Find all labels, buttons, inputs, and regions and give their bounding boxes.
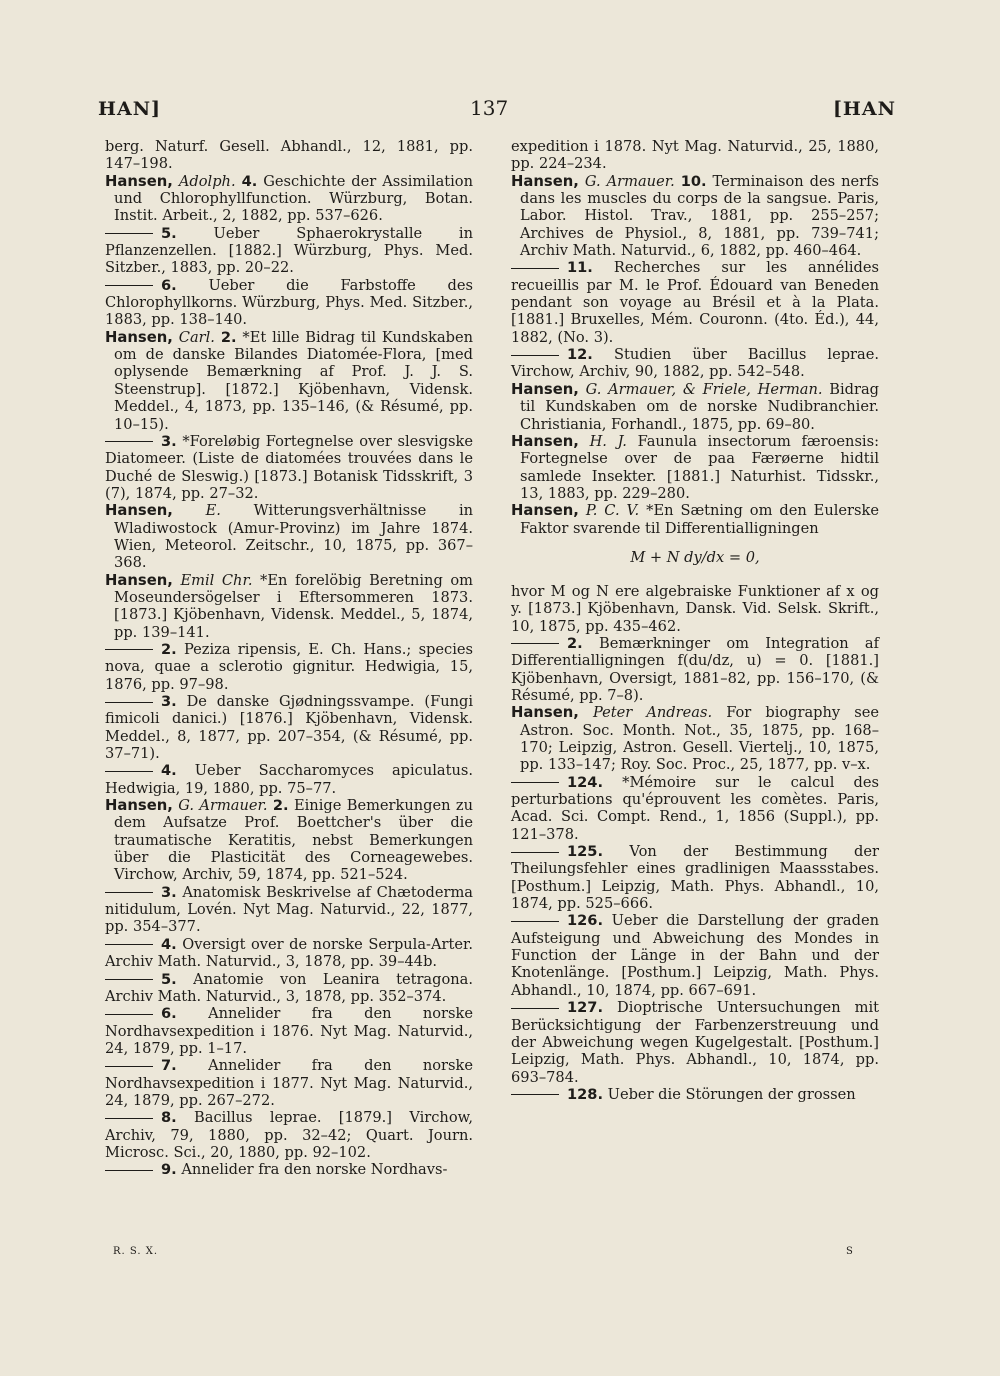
right-column-part-b <box>511 583 879 1103</box>
bib-entry <box>511 999 879 1086</box>
entry-text: Ueber die Störungen der grossen <box>607 1085 856 1103</box>
running-head-right: [HAN <box>832 98 896 120</box>
entry-number: 3. <box>161 883 177 901</box>
running-head-left: HAN] <box>98 98 162 120</box>
ditto-rule <box>511 921 559 922</box>
entry-text: Annelider fra den norske Nordhavsexpedition i 1876. Nyt Mag. Naturvid., 24, 1879, pp. 1–17. <box>105 1005 473 1057</box>
bib-entry <box>105 138 473 173</box>
ditto-rule <box>105 1170 153 1171</box>
bib-entry <box>105 641 473 693</box>
entry-text: Annelider fra den norske Nordhavsexpedition i 1877. Nyt Mag. Naturvid., 24, 1879, pp. 267–272. <box>105 1057 473 1109</box>
author-given: Emil Chr. <box>180 571 253 589</box>
entry-text: Geschichte der Assimilation und Chlorophyllfunction. Würzburg, Botan. Instit. Arbeit., 2, 1882, pp. 537–626. <box>114 172 473 225</box>
entry-number: 3. <box>161 693 177 710</box>
bib-entry <box>511 774 879 843</box>
entry-text: Anatomie von Leanira tetragona. Archiv Math. Naturvid., 3, 1878, pp. 352–374. <box>105 970 473 1005</box>
bib-entry <box>105 1161 473 1178</box>
author-given: Carl. <box>178 328 215 346</box>
formula: M + N dy/dx = 0, <box>630 548 760 566</box>
author-given: Peter Andreas. <box>593 704 713 722</box>
bib-entry <box>105 971 473 1006</box>
signature-mark: R. S. X. <box>113 1246 159 1257</box>
bib-entry <box>511 912 879 999</box>
bib-entry <box>511 583 879 635</box>
author-given: E. <box>205 502 221 520</box>
bib-entry <box>105 277 473 329</box>
ditto-rule <box>511 268 559 269</box>
bib-entry <box>511 635 879 704</box>
author-surname: Hansen, <box>105 172 173 190</box>
entry-text: Faunula insectorum færoensis: Fortegnelse over de paa Færøerne hidtil samlede Insekter. [1881.] Naturhist. Tidsskr., 13, 1883, pp. 229–280. <box>520 432 880 502</box>
entry-text: *Foreløbig Fortegnelse over slesvigske Diatomeer. (Liste de diatomées trouvées dans le Duché de Sleswig.) [1873.] Botanisk Tidsskrift, 3 (7), 1874, pp. 27–32. <box>105 432 473 502</box>
entry-number: 126. <box>567 912 604 930</box>
ditto-rule <box>105 1118 153 1119</box>
entry-text: Dioptrische Untersuchungen mit Berücksichtigung der Farbenzerstreuung und der Abweichung wegen Kugelgestalt. [Posthum.] Leipzig, Math. Phys. Abhandl., 10, 1874, pp. 693–784. <box>511 999 879 1086</box>
entry-text: Anatomisk Beskrivelse af Chætoderma nitidulum, Lovén. Nyt Mag. Naturvid., 22, 1877, pp. 354–377. <box>105 883 473 936</box>
bib-entry <box>105 225 473 277</box>
ditto-rule <box>105 233 153 234</box>
entry-text: *Mémoire sur le calcul des perturbations qu'éprouvent les comètes. Paris, Acad. Sci. Compt. Rend., 1, 1856 (Suppl.), pp. 121–378. <box>511 773 879 843</box>
bib-entry <box>105 693 473 762</box>
entry-number: 4. <box>241 172 258 190</box>
ditto-rule <box>511 1008 559 1009</box>
entry-text: Einige Bemerkungen zu dem Aufsatze Prof. Boettcher's über die traumatische Keratitis, nebst Bemerkungen über die Plasticität des Corneagewebes. Virchow, Archiv, 59, 1874, pp. 521–524. <box>114 797 474 884</box>
bib-entry <box>511 502 879 537</box>
bib-entry <box>511 704 879 773</box>
entry-number: 2. <box>220 328 237 346</box>
ditto-rule <box>105 1014 153 1015</box>
page-header <box>0 0 1000 130</box>
entry-text: expedition i 1878. Nyt Mag. Naturvid., 25, 1880, pp. 224–234. <box>511 138 879 173</box>
ditto-rule <box>105 944 153 945</box>
author-given: G. Armauer. <box>584 172 675 190</box>
entry-text: Bemærkninger om Integration af Differentialligningen f(du/dz, u) = 0. [1881.] Kjöbenhavn, Oversigt, 1881–82, pp. 156–170, (& Résumé, pp. 7–8). <box>511 634 880 704</box>
entry-text: Recherches sur les annélides recueillis par M. le Prof. Édouard van Beneden pendant son voyage au Brésil et à la Plata. [1881.] Bruxelles, Mém. Couronn. (4to. Éd.), 44, 1882, (No. 3). <box>511 259 879 346</box>
entry-text: Oversigt over de norske Serpula-Arter. Archiv Math. Naturvid., 3, 1878, pp. 39–44b. <box>105 935 474 971</box>
bib-entry <box>511 173 879 260</box>
ditto-rule <box>511 1094 559 1095</box>
entry-number: 12. <box>567 346 593 364</box>
ditto-rule <box>511 643 559 644</box>
entry-text: Annelider fra den norske Nordhavs- <box>181 1161 448 1179</box>
entry-number: 125. <box>567 843 604 861</box>
entry-text: Ueber Saccharomyces apiculatus. Hedwigia, 19, 1880, pp. 75–77. <box>105 762 474 797</box>
author-surname: Hansen, <box>511 704 579 722</box>
bib-entry <box>105 1109 473 1161</box>
ditto-rule <box>511 852 559 853</box>
entry-number: 10. <box>680 172 707 190</box>
entry-text: hvor M og N ere algebraiske Funktioner af x og y. [1873.] Kjöbenhavn, Dansk. Vid. Selsk. Skrift., 10, 1875, pp. 435–462. <box>511 582 879 635</box>
entry-number: 3. <box>161 432 177 450</box>
bib-entry <box>105 502 473 571</box>
entry-number: 2. <box>567 634 583 652</box>
right-column-part-a <box>511 138 879 537</box>
entry-text: *Et lille Bidrag til Kundskaben om de danske Bilandes Diatomée-Flora, [med oplysende Bemærkning af Prof. J. J. S. Steenstrup]. [1872.] Kjöbenhavn, Vidensk. Meddel., 4, 1873, pp. 135–146, (& Résumé, pp. 10–15). <box>114 328 474 433</box>
entry-number: 6. <box>161 1005 177 1023</box>
bib-entry <box>105 797 473 884</box>
bib-entry <box>511 259 879 346</box>
entry-text: Ueber die Farbstoffe des Chlorophyllkorns. Würzburg, Phys. Med. Sitzber., 1883, pp. 138–140. <box>105 276 473 329</box>
entry-text: Witterungsverhältnisse in Wladiwostock (Amur-Provinz) im Jahre 1874. Wien, Meteorol. Zeitschr., 10, 1875, pp. 367–368. <box>114 502 474 572</box>
entry-number: 127. <box>567 999 604 1017</box>
ditto-rule <box>105 441 153 442</box>
author-surname: Hansen, <box>511 432 579 450</box>
entry-number: 124. <box>567 773 604 791</box>
bib-entry <box>511 433 879 502</box>
entry-text: Studien über Bacillus leprae. Virchow, Archiv, 90, 1882, pp. 542–548. <box>511 346 880 381</box>
bib-entry <box>511 843 879 912</box>
ditto-rule <box>511 782 559 783</box>
entry-text: *En Sætning om den Eulerske Faktor svarende til Differentialligningen <box>520 502 879 537</box>
ditto-rule <box>105 1066 153 1067</box>
bib-entry <box>105 762 473 797</box>
author-surname: Hansen, <box>105 328 173 346</box>
entry-number: 9. <box>161 1161 177 1179</box>
author-surname: Hansen, <box>105 571 173 589</box>
author-surname: Hansen, <box>511 380 579 398</box>
entry-text: Peziza ripensis, E. Ch. Hans.; species nova, quae a sclerotio gignitur. Hedwigia, 15, 1876, pp. 97–98. <box>105 640 473 693</box>
author-given: G. Armauer. <box>178 797 268 815</box>
entry-number: 5. <box>161 224 177 242</box>
ditto-rule <box>105 285 153 286</box>
entry-number: 5. <box>161 970 177 988</box>
author-surname: Hansen, <box>511 172 579 190</box>
author-given: Adolph. <box>178 172 236 190</box>
entry-number: 2. <box>161 640 177 658</box>
entry-text: Von der Bestimmung der Theilungsfehler eines gradlinigen Maassstabes. [Posthum.] Leipzig, Math. Phys. Abhandl., 10, 1874, pp. 525–666. <box>511 843 879 913</box>
page-number: 137 <box>470 96 509 120</box>
entry-number: 128. <box>567 1085 604 1103</box>
entry-number: 2. <box>272 797 289 815</box>
ditto-rule <box>105 892 153 893</box>
entry-text: *En forelöbig Beretning om Moseundersögelser i Eftersommeren 1873. [1873.] Kjöbenhavn, Vidensk. Meddel., 5, 1874, pp. 139–141. <box>114 571 473 641</box>
bib-entry <box>511 138 879 173</box>
ditto-rule <box>105 771 153 772</box>
bib-entry <box>105 936 473 971</box>
bib-entry <box>105 884 473 936</box>
entry-text: Terminaison des nerfs dans les muscles du corps de la sangsue. Paris, Labor. Histol. Trav., 1881, pp. 255–257; Archives de Physiol., 8, 1881, pp. 739–741; Archiv Math. Naturvid., 6, 1882, pp. 460–464. <box>520 172 879 260</box>
entry-number: 8. <box>161 1109 177 1127</box>
right-column <box>511 138 879 1103</box>
entry-text: Ueber Sphaerokrystalle in Pflanzenzellen. [1882.] Würzburg, Phys. Med. Sitzber., 1883, pp. 20–22. <box>105 224 474 277</box>
bib-entry <box>105 329 473 433</box>
author-surname: Hansen, <box>105 502 173 520</box>
bib-entry <box>105 173 473 225</box>
bib-entry <box>105 433 473 502</box>
ditto-rule <box>511 355 559 356</box>
entry-number: 7. <box>161 1057 177 1075</box>
entry-number: 4. <box>161 762 177 780</box>
entry-text: Ueber die Darstellung der graden Aufsteigung und Abweichung des Mondes in Function der Länge in der Bahn und der Knotenlänge. [Posthum.] Leipzig, Math. Phys. Abhandl., 10, 1874, pp. 667–691. <box>511 912 879 999</box>
bib-entry <box>105 572 473 641</box>
entry-text: Bidrag til Kundskaben om de norske Nudibranchier. Christiania, Forhandl., 1875, pp. 69–80. <box>520 380 879 433</box>
entry-text: For biography see Astron. Soc. Month. Not., 35, 1875, pp. 168–170; Leipzig, Astron. Gesell. Viertelj., 10, 1875, pp. 133–147; Roy. Soc. Proc., 25, 1877, pp. v–x. <box>520 704 880 774</box>
ditto-rule <box>105 979 153 980</box>
bib-entry <box>511 1086 879 1103</box>
author-surname: Hansen, <box>105 797 173 815</box>
entry-text: Bacillus leprae. [1879.] Virchow, Archiv, 79, 1880, pp. 32–42; Quart. Journ. Microsc. Sci., 20, 1880, pp. 92–102. <box>105 1109 473 1161</box>
entry-number: 4. <box>161 935 177 953</box>
left-column <box>105 138 473 1179</box>
bib-entry <box>105 1005 473 1057</box>
author-surname: Hansen, <box>511 502 579 520</box>
gathering-letter: S <box>846 1246 853 1257</box>
bib-entry <box>511 381 879 433</box>
author-given: H. J. <box>589 432 627 450</box>
author-given: G. Armauer, & Friele, Herman. <box>585 380 823 398</box>
entry-text: De danske Gjødningssvampe. (Fungi fimicoli danici.) [1876.] Kjöbenhavn, Vidensk. Meddel., 8, 1877, pp. 207–354, (& Résumé, pp. 37–71). <box>105 693 473 763</box>
author-given: P. C. V. <box>585 502 640 520</box>
bib-entry <box>105 1057 473 1109</box>
entry-number: 6. <box>161 276 177 294</box>
ditto-rule <box>105 702 153 703</box>
entry-text: berg. Naturf. Gesell. Abhandl., 12, 1881, pp. 147–198. <box>105 138 473 173</box>
bib-entry <box>511 346 879 381</box>
ditto-rule <box>105 649 153 650</box>
entry-number: 11. <box>567 259 593 277</box>
